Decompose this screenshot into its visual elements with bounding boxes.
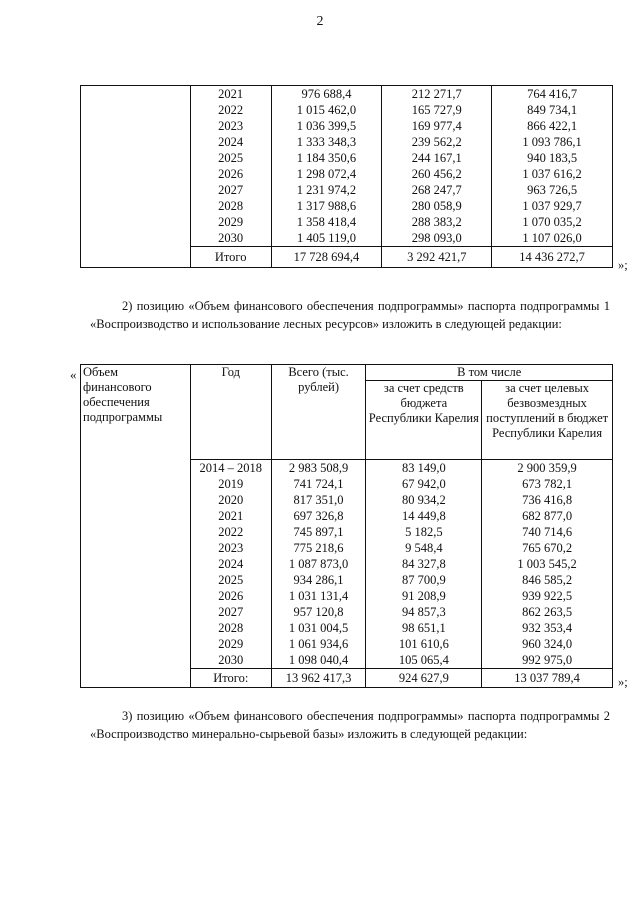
header-total: Всего (тыс. рублей) (271, 365, 366, 460)
year-cell: 2022 (190, 102, 271, 118)
total-cell: 1 031 131,4 (271, 588, 366, 604)
table-row (81, 150, 613, 166)
paragraph-3: 3) позицию «Объем финансового обеспечения подпрограммы» паспорта подпрограммы 2 «Воспроизводство минерально-сырьевой базы» изложить в следующей редакции: (90, 709, 610, 741)
total-label: Итого: (190, 669, 271, 688)
year-cell: 2027 (190, 604, 271, 620)
year-cell: 2029 (190, 636, 271, 652)
financing-table-subprogram-1 (80, 364, 613, 688)
year-cell: 2024 (190, 134, 271, 150)
grants-cell: 740 714,6 (482, 524, 613, 540)
blank-cell (81, 247, 191, 268)
year-cell: 2025 (190, 150, 271, 166)
budget-cell: 3 292 421,7 (382, 247, 492, 268)
grants-cell: 13 037 789,4 (482, 669, 613, 688)
year-cell: 2026 (190, 588, 271, 604)
total-row (81, 247, 613, 268)
total-cell: 1 317 988,6 (271, 198, 382, 214)
blank-cell (81, 182, 191, 198)
budget-cell: 288 383,2 (382, 214, 492, 230)
year-cell: 2023 (190, 118, 271, 134)
financing-table-continuation (80, 85, 613, 268)
blank-cell (81, 150, 191, 166)
total-cell: 934 286,1 (271, 572, 366, 588)
table-row (81, 230, 613, 247)
total-cell: 697 326,8 (271, 508, 366, 524)
grants-cell: 673 782,1 (482, 476, 613, 492)
grants-cell: 862 263,5 (482, 604, 613, 620)
closing-quote-1: »; (618, 258, 628, 272)
grants-cell: 764 416,7 (492, 86, 613, 103)
budget-cell: 105 065,4 (366, 652, 482, 669)
grants-cell: 1 070 035,2 (492, 214, 613, 230)
header-year: Год (190, 365, 271, 460)
grants-cell: 932 353,4 (482, 620, 613, 636)
total-cell: 1 015 462,0 (271, 102, 382, 118)
grants-cell: 866 422,1 (492, 118, 613, 134)
blank-cell (81, 166, 191, 182)
header-including: В том числе (366, 365, 613, 381)
budget-cell: 260 456,2 (382, 166, 492, 182)
grants-cell: 849 734,1 (492, 102, 613, 118)
budget-cell: 268 247,7 (382, 182, 492, 198)
grants-cell: 736 416,8 (482, 492, 613, 508)
year-cell: 2024 (190, 556, 271, 572)
total-cell: 1 231 974,2 (271, 182, 382, 198)
budget-cell: 84 327,8 (366, 556, 482, 572)
total-cell: 1 358 418,4 (271, 214, 382, 230)
budget-cell: 94 857,3 (366, 604, 482, 620)
budget-cell: 87 700,9 (366, 572, 482, 588)
grants-cell: 1 037 929,7 (492, 198, 613, 214)
budget-cell: 5 182,5 (366, 524, 482, 540)
total-cell: 817 351,0 (271, 492, 366, 508)
total-cell: 17 728 694,4 (271, 247, 382, 268)
grants-cell: 963 726,5 (492, 182, 613, 198)
budget-cell: 280 058,9 (382, 198, 492, 214)
total-cell: 1 298 072,4 (271, 166, 382, 182)
year-cell: 2021 (190, 508, 271, 524)
year-cell: 2021 (190, 86, 271, 103)
header-grants: за счет целевых безвозмездных поступлений в бюджет Республики Карелия (482, 381, 613, 460)
total-cell: 957 120,8 (271, 604, 366, 620)
year-cell: 2030 (190, 230, 271, 247)
grants-cell: 14 436 272,7 (492, 247, 613, 268)
budget-cell: 83 149,0 (366, 460, 482, 477)
grants-cell: 1 037 616,2 (492, 166, 613, 182)
budget-cell: 9 548,4 (366, 540, 482, 556)
year-cell: 2023 (190, 540, 271, 556)
table-row (81, 166, 613, 182)
total-cell: 2 983 508,9 (271, 460, 366, 477)
blank-cell (81, 230, 191, 247)
total-cell: 775 218,6 (271, 540, 366, 556)
total-cell: 1 405 119,0 (271, 230, 382, 247)
grants-cell: 1 093 786,1 (492, 134, 613, 150)
total-cell: 745 897,1 (271, 524, 366, 540)
table-row (81, 182, 613, 198)
budget-cell: 91 208,9 (366, 588, 482, 604)
grants-cell: 846 585,2 (482, 572, 613, 588)
grants-cell: 2 900 359,9 (482, 460, 613, 477)
year-cell: 2022 (190, 524, 271, 540)
budget-cell: 298 093,0 (382, 230, 492, 247)
total-cell: 13 962 417,3 (271, 669, 366, 688)
total-cell: 1 036 399,5 (271, 118, 382, 134)
total-cell: 1 184 350,6 (271, 150, 382, 166)
grants-cell: 1 107 026,0 (492, 230, 613, 247)
year-cell: 2019 (190, 476, 271, 492)
total-label: Итого (190, 247, 271, 268)
year-cell: 2027 (190, 182, 271, 198)
total-cell: 741 724,1 (271, 476, 366, 492)
grants-cell: 939 922,5 (482, 588, 613, 604)
year-cell: 2030 (190, 652, 271, 669)
table-row (81, 102, 613, 118)
blank-cell (81, 86, 191, 103)
budget-cell: 14 449,8 (366, 508, 482, 524)
page-number: 2 (316, 14, 324, 29)
year-cell: 2014 – 2018 (190, 460, 271, 477)
paragraph-2: 2) позицию «Объем финансового обеспечения подпрограммы» паспорта подпрограммы 1 «Воспроизводство и использование лесных ресурсов» изложить в следующей редакции: (90, 299, 610, 331)
table-row (81, 134, 613, 150)
budget-cell: 244 167,1 (382, 150, 492, 166)
total-cell: 1 061 934,6 (271, 636, 366, 652)
table-header-row (81, 365, 613, 381)
table-row (81, 118, 613, 134)
budget-cell: 165 727,9 (382, 102, 492, 118)
budget-cell: 80 934,2 (366, 492, 482, 508)
table-row (81, 198, 613, 214)
blank-cell (81, 134, 191, 150)
budget-cell: 101 610,6 (366, 636, 482, 652)
budget-cell: 67 942,0 (366, 476, 482, 492)
year-cell: 2020 (190, 492, 271, 508)
table-row (81, 214, 613, 230)
budget-cell: 212 271,7 (382, 86, 492, 103)
row-label-financing-volume: Объем финансового обеспечения подпрограммы (81, 365, 191, 688)
blank-cell (81, 102, 191, 118)
table-row (81, 86, 613, 103)
budget-cell: 98 651,1 (366, 620, 482, 636)
grants-cell: 992 975,0 (482, 652, 613, 669)
year-cell: 2029 (190, 214, 271, 230)
total-cell: 1 087 873,0 (271, 556, 366, 572)
total-cell: 1 031 004,5 (271, 620, 366, 636)
blank-cell (81, 198, 191, 214)
opening-quote: « (70, 367, 77, 382)
year-cell: 2028 (190, 198, 271, 214)
header-budget: за счет средств бюджета Республики Карелия (366, 381, 482, 460)
total-cell: 1 333 348,3 (271, 134, 382, 150)
grants-cell: 940 183,5 (492, 150, 613, 166)
budget-cell: 239 562,2 (382, 134, 492, 150)
year-cell: 2026 (190, 166, 271, 182)
grants-cell: 765 670,2 (482, 540, 613, 556)
blank-cell (81, 214, 191, 230)
year-cell: 2028 (190, 620, 271, 636)
total-cell: 976 688,4 (271, 86, 382, 103)
year-cell: 2025 (190, 572, 271, 588)
budget-cell: 169 977,4 (382, 118, 492, 134)
budget-cell: 924 627,9 (366, 669, 482, 688)
grants-cell: 1 003 545,2 (482, 556, 613, 572)
grants-cell: 682 877,0 (482, 508, 613, 524)
total-cell: 1 098 040,4 (271, 652, 366, 669)
closing-quote-2: »; (618, 675, 628, 689)
grants-cell: 960 324,0 (482, 636, 613, 652)
blank-cell (81, 118, 191, 134)
